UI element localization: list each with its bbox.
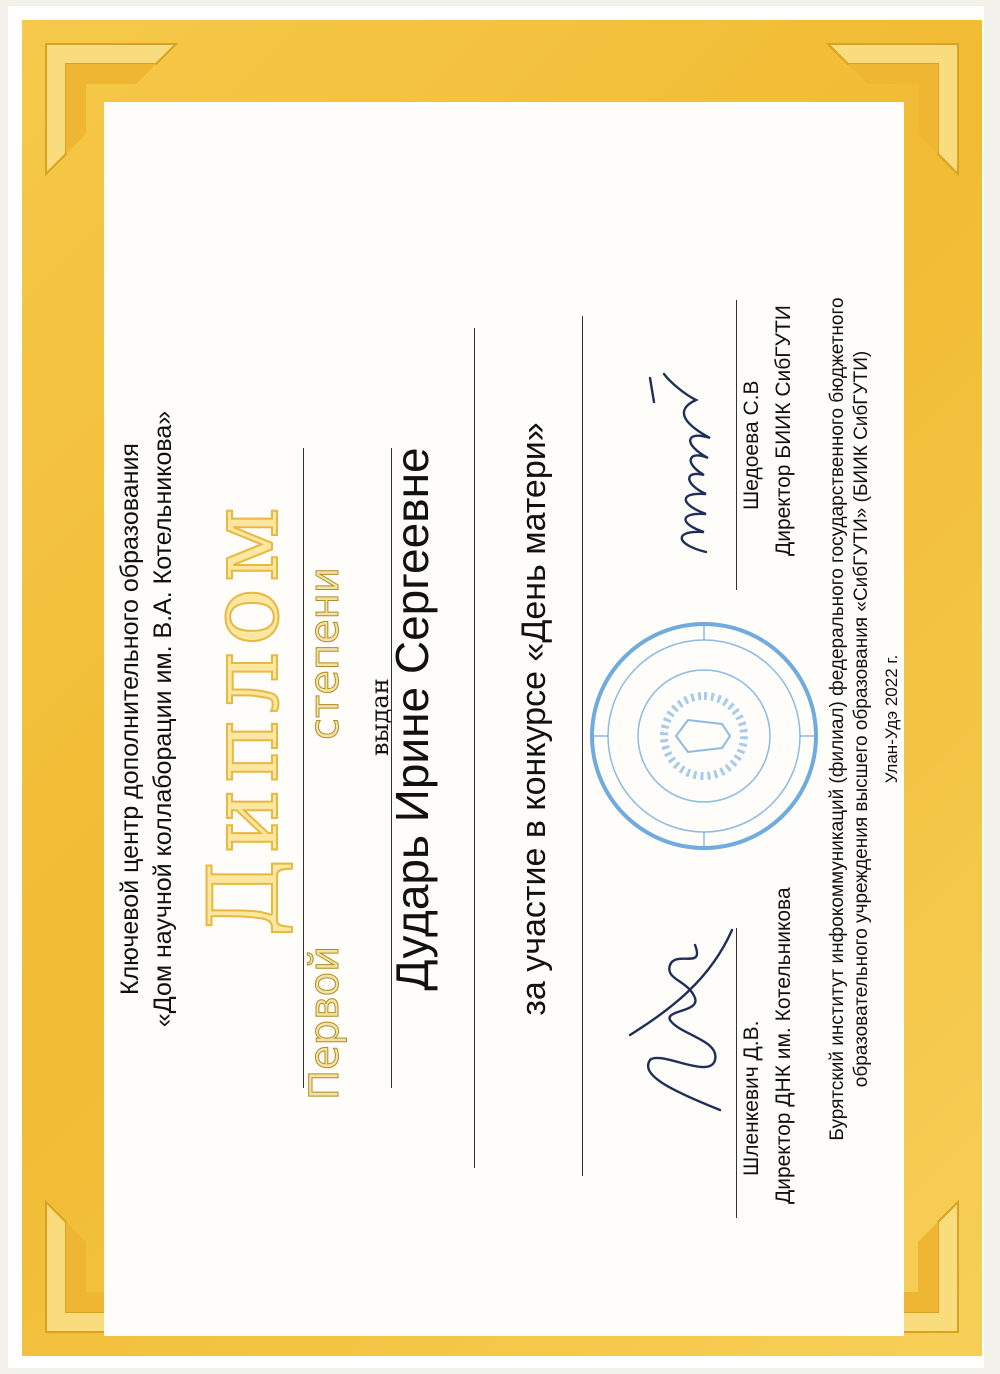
city-and-year: Улан-Удэ 2022 г.: [882, 654, 901, 784]
award-reason: за участие в конкурсе «День матери»: [515, 422, 553, 1016]
left-signature-line: [736, 928, 737, 1218]
left-signer-position: Директор ДНК им. Котельникова: [772, 887, 795, 1204]
gold-frame: [22, 20, 982, 1356]
right-signer-name: Шедоева С.В: [740, 380, 763, 510]
right-signature: [634, 360, 734, 570]
right-signer-position: Директор БИИК СибГУТИ: [772, 305, 795, 556]
left-signer-name: Шленкевич Д.В.: [740, 1020, 763, 1176]
footer-line-1: Бурятский институт инфокоммуникаций (филиал) федерального государственного бюджетного: [827, 297, 848, 1141]
footer-line-2: образовательного учреждения высшего образования «СибГУТИ» (БИИК СибГУТИ): [851, 350, 872, 1088]
organization-line-2: «Дом научной коллаборации им. В.А. Котельникова»: [149, 410, 177, 1028]
recipient-name: Дударь Ирине Сергеевне: [386, 447, 438, 991]
degree-word-1: Первой: [302, 945, 348, 1100]
left-signature: [610, 920, 740, 1130]
issued-label: выдан: [366, 678, 394, 756]
organization-header: [114, 102, 180, 1336]
diploma-page: [8, 6, 984, 1368]
degree-word-2: степени: [302, 567, 348, 740]
diploma-inner-panel: [104, 102, 904, 1336]
diploma-content: [104, 102, 904, 1336]
institution-footer: [826, 102, 874, 1336]
right-signature-line: [736, 300, 737, 590]
diploma-title: Диплом: [188, 501, 300, 937]
official-stamp: [584, 616, 824, 856]
reason-underline: [582, 316, 583, 1176]
recipient-underline: [474, 328, 475, 1168]
organization-line-1: Ключевой центр дополнительного образования: [116, 443, 144, 995]
